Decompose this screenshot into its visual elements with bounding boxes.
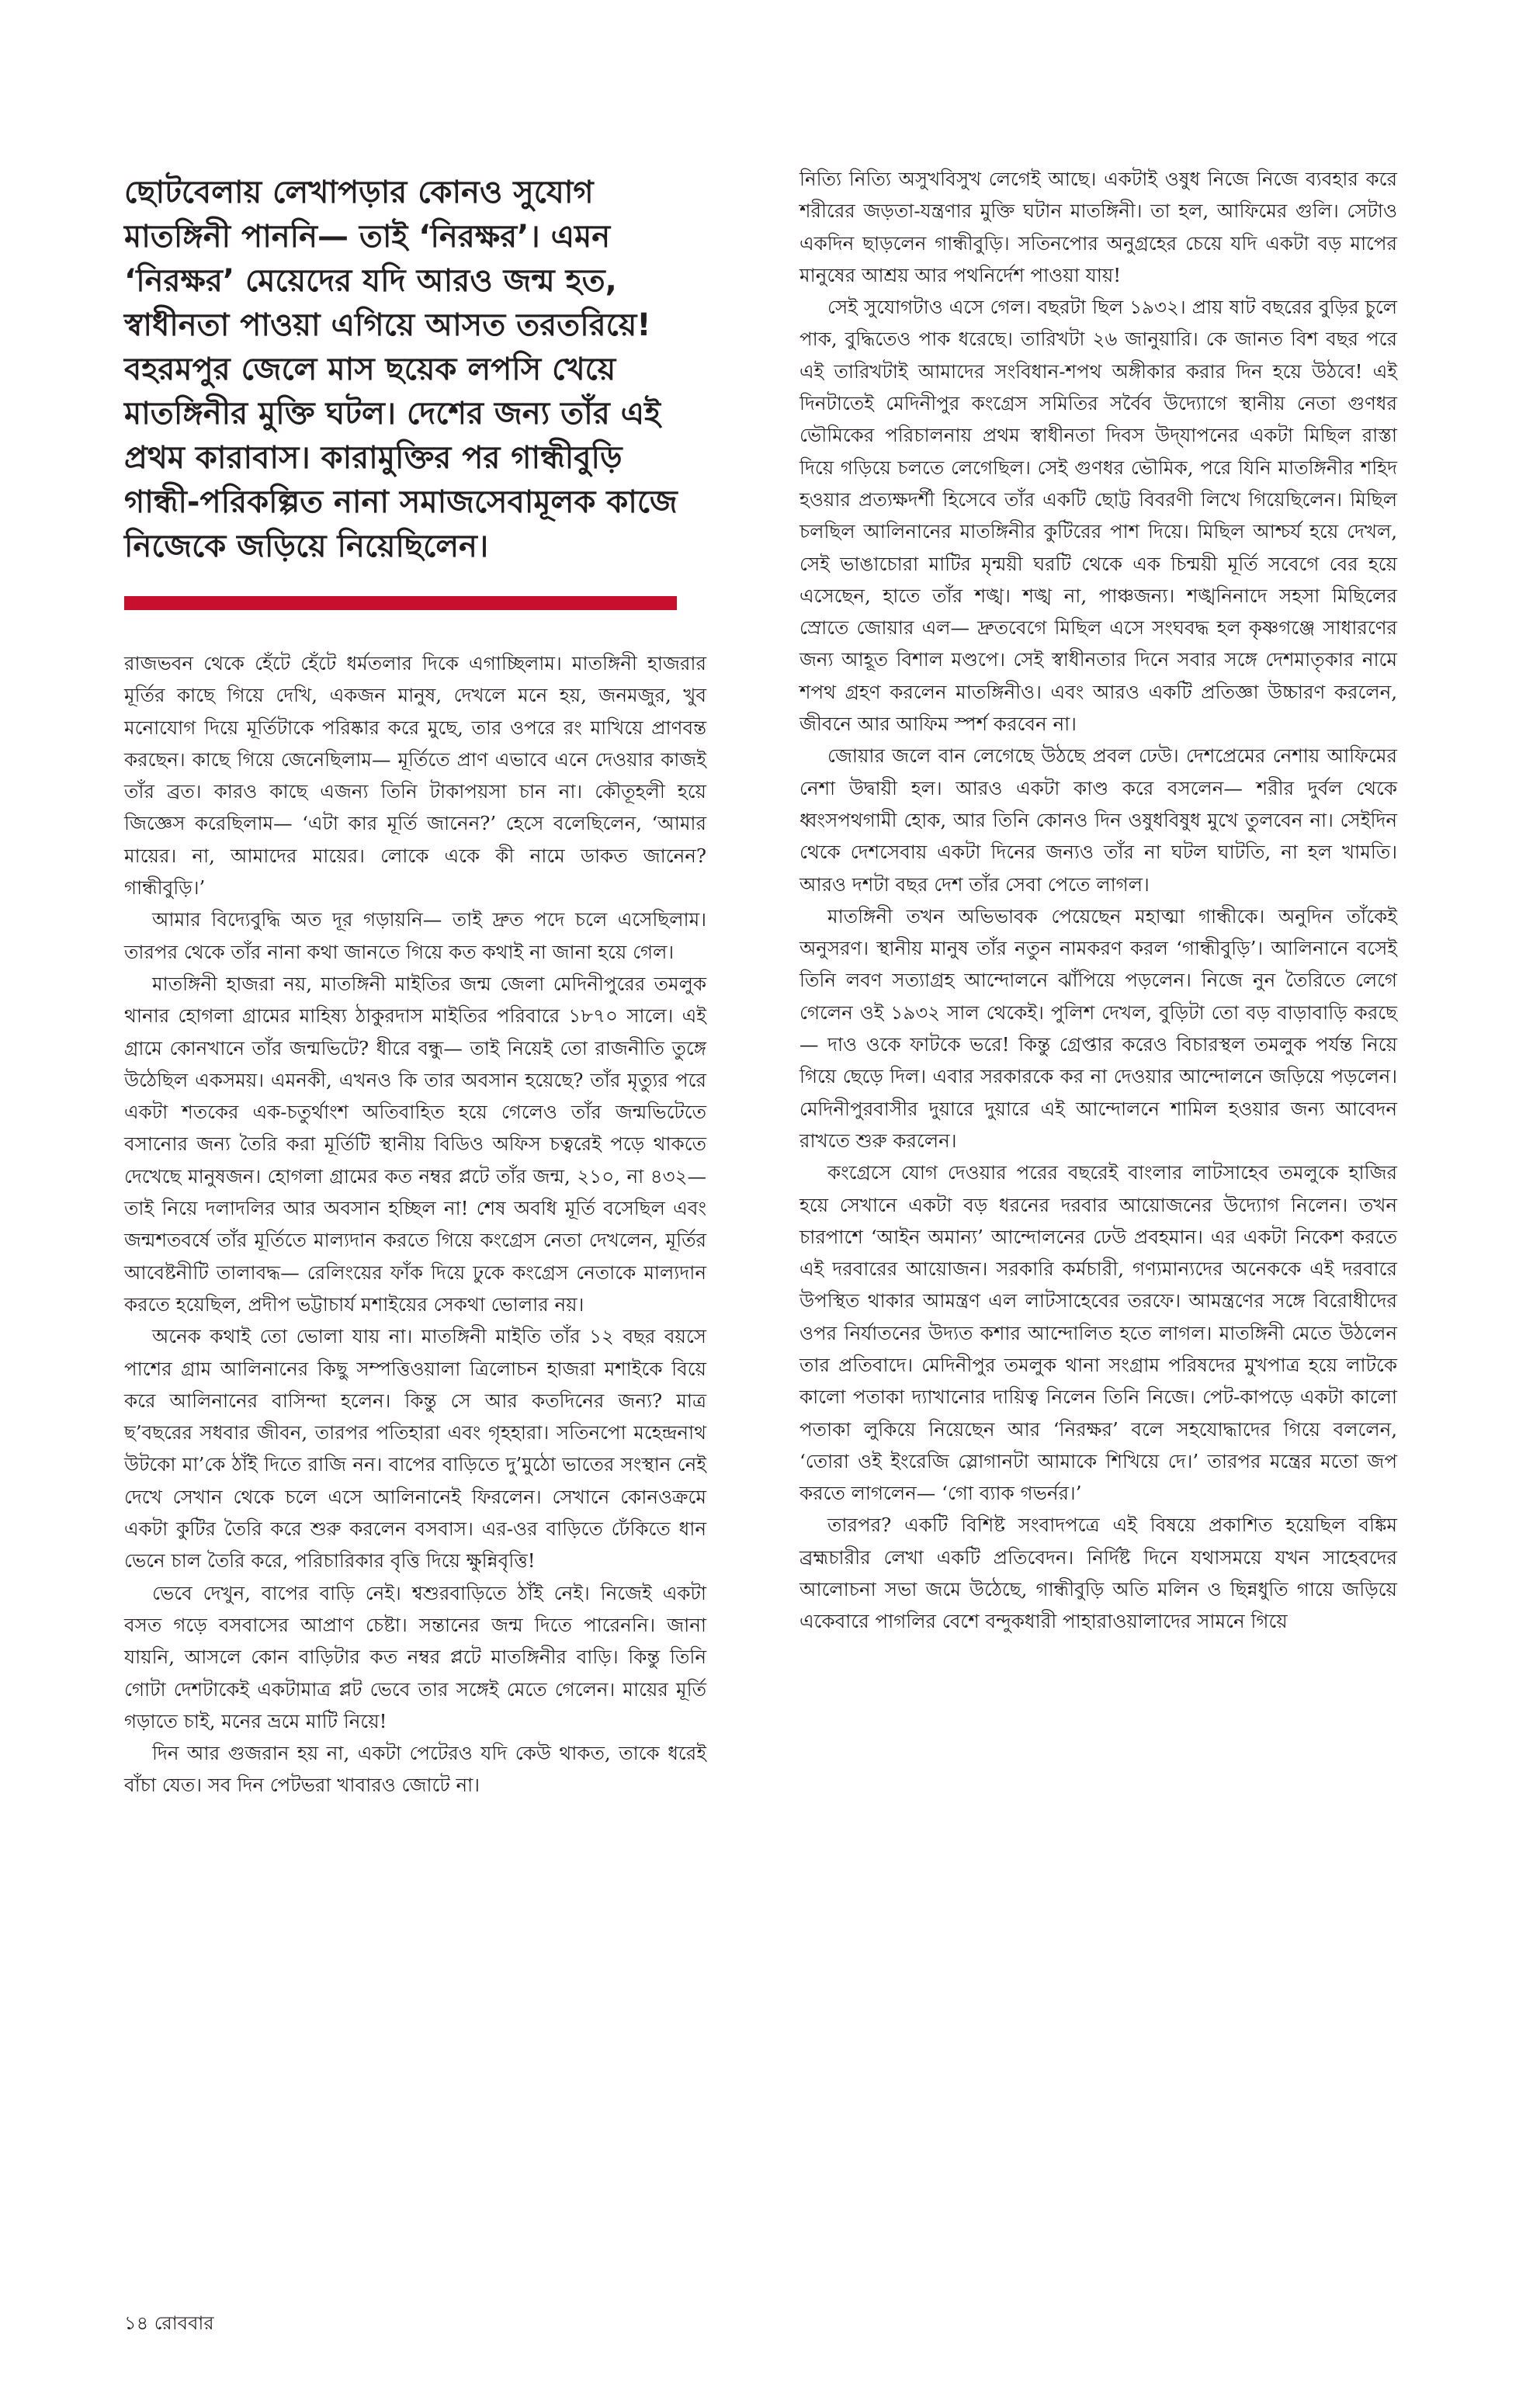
paragraph: কংগ্রেসে যোগ দেওয়ার পরের বছরেই বাংলার লাটসাহেব তমলুকে হাজির হয়ে সেখানে একটা বড় ধরনের দরবার আয়োজনের উদ্যোগ নিলেন। তখন চারপাশে ‘আইন অমান্য’ আন্দোলনের ঢেউ প্রবহমান। এর একটা নিকেশ করতে এই দরবারের আয়োজন। সরকারি কর্মচারী, গণ্যমান্যদের অনেককে এই দরবারে উপস্থিত থাকার আমন্ত্রণ এল লাটসাহেবের তরফে। আমন্ত্রণের সঙ্গে বিরোধীদের ওপর নির্যাতনের উদ্যত কশার আন্দোলিত হতে লাগল। মাতঙ্গিনী মেতে উঠলেন তার প্রতিবাদে। মেদিনীপুর তমলুক থানা সংগ্রাম পরিষদের মুখপাত্র হয়ে লাটকে কালো পতাকা দ্যাখানোর দায়িত্ব নিলেন তিনি নিজে। পেট-কাপড়ে একটা কালো পতাকা লুকিয়ে নিয়েছেন আর ‘নিরক্ষর’ বলে সহযোদ্ধাদের গিয়ে বললেন, ‘তোরা ওই ইংরেজি স্লোগানটা আমাকে শিখিয়ে দে।’ তারপর মন্ত্রের মতো জপ করতে লাগলেন— ‘গো ব্যাক গভর্নর।’ xyxy=(799,1161,1397,1505)
paragraph: নিত্যি নিত্যি অসুখবিসুখ লেগেই আছে। একটাই ওষুধ নিজে নিজে ব্যবহার করে শরীরের জড়তা-যন্ত্রণার মুক্তি ঘটান মাতঙ্গিনী। তা হল, আফিমের গুলি। সেটাও একদিন ছাড়লেন গান্ধীবুড়ি। সতিনপোর অনুগ্রহের চেয়ে যদি একটা বড় মাপের মানুষের আশ্রয় আর পথনির্দেশ পাওয়া যায়! xyxy=(799,168,1397,286)
pull-quote: ছোটবেলায় লেখাপড়ার কোনও সুযোগ মাতঙ্গিনী পাননি— তাই ‘নিরক্ষর’। এমন ‘নিরক্ষর’ মেয়েদের যদি আরও জন্ম হত, স্বাধীনতা পাওয়া এগিয়ে আসত তরতরিয়ে! বহরমপুর জেলে মাস ছয়েক লপসি খেয়ে মাতঙ্গিনীর মুক্তি ঘটল। দেশের জন্য তাঁর এই প্রথম কারাবাস। কারামুক্তির পর গান্ধীবুড়ি গান্ধী-পরিকল্পিত নানা সমাজসেবামূলক কাজে নিজেকে জড়িয়ে নিয়েছিলেন। xyxy=(124,175,678,564)
paragraph: ভেবে দেখুন, বাপের বাড়ি নেই। শ্বশুরবাড়িতে ঠাঁই নেই। নিজেই একটা বসত গড়ে বসবাসের আপ্রাণ চেষ্টা। সন্তানের জন্ম দিতে পারেননি। জানা যায়নি, আসলে কোন বাড়িটার কত নম্বর প্লটে মাতঙ্গিনীর বাড়ি। কিন্তু তিনি গোটা দেশটাকেই একটামাত্র প্লট ভেবে তার সঙ্গেই মেতে গেলেন। মায়ের মূর্তি গড়াতে চাই, মনের ভ্রমে মাটি নিয়ে! xyxy=(124,1581,706,1732)
paragraph: দিন আর গুজরান হয় না, একটা পেটেরও যদি কেউ থাকত, তাকে ধরেই বাঁচা যেত। সব দিন পেটভরা খাবারও জোটে না। xyxy=(124,1742,706,1797)
paragraph: তারপর? একটি বিশিষ্ট সংবাদপত্রে এই বিষয়ে প্রকাশিত হয়েছিল বঙ্কিম ব্রহ্মচারীর লেখা একটি প্রতিবেদন। নির্দিষ্ট দিনে যথাসময়ে যখন সাহেবদের আলোচনা সভা জমে উঠেছে, গান্ধীবুড়ি অতি মলিন ও ছিন্নধুতি গায়ে জড়িয়ে একেবারে পাগলির বেশে বন্দুকধারী পাহারাওয়ালাদের সামনে গিয়ে xyxy=(799,1514,1397,1633)
paragraph: সেই সুযোগটাও এসে গেল। বছরটা ছিল ১৯৩২। প্রায় ষাট বছরের বুড়ির চুলে পাক, বুদ্ধিতেও পাক ধরেছে। তারিখটা ২৬ জানুয়ারি। কে জানত বিশ বছর পরে এই তারিখটাই আমাদের সংবিধান-শপথ অঙ্গীকার করার দিন হয়ে উঠবে! এই দিনটাতেই মেদিনীপুর কংগ্রেস সমিতির সর্বৈব উদ্যোগে স্থানীয় নেতা গুণধর ভৌমিকের পরিচালনায় প্রথম স্বাধীনতা দিবস উদ্‌যাপনের একটা মিছিল রাস্তা দিয়ে গড়িয়ে চলতে লেগেছিল। সেই গুণধর ভৌমিক, পরে যিনি মাতঙ্গিনীর শহিদ হওয়ার প্রত্যক্ষদর্শী হিসেবে তাঁর একটি ছোট্ট বিবরণী লিখে গিয়েছিলেন। মিছিল চলছিল আলিনানের মাতঙ্গিনীর কুটিরের পাশ দিয়ে। মিছিল আশ্চর্য হয়ে দেখল, সেই ভাঙাচোরা মাটির মৃন্ময়ী ঘরটি থেকে এক চিন্ময়ী মূর্তি সবেগে বের হয়ে এসেছেন, হাতে তাঁর শঙ্খ। শঙ্খ না, পাঞ্চজন্য। শঙ্খনিনাদে সহসা মিছিলের স্রোতে জোয়ার এল— দ্রুতবেগে মিছিল এসে সংঘবদ্ধ হল কৃষ্ণগঞ্জে সাধারণের জন্য আহূত বিশাল মণ্ডপে। সেই স্বাধীনতার দিনে সবার সঙ্গে দেশমাতৃকার নামে শপথ গ্রহণ করলেন মাতঙ্গিনীও। এবং আরও একটি প্রতিজ্ঞা উচ্চারণ করলেন, জীবনে আর আফিম স্পর্শ করবেন না। xyxy=(799,296,1397,736)
paragraph: জোয়ার জলে বান লেগেছে উঠছে প্রবল ঢেউ। দেশপ্রেমের নেশায় আফিমের নেশা উদ্বায়ী হল। আরও একটা কাণ্ড করে বসলেন— শরীর দুর্বল থেকে ধ্বংসপথগামী হোক, আর তিনি কোনও দিন ওষুধবিষুধ মুখে তুলবেন না। সেইদিন থেকে দেশসেবায় একটা দিনের জন্যও তাঁর না ঘটল ঘাটতি, না হল খামতি। আরও দশটা বছর দেশ তাঁর সেবা পেতে লাগল। xyxy=(799,744,1397,896)
paragraph: আমার বিদ্যেবুদ্ধি অত দূর গড়ায়নি— তাই দ্রুত পদে চলে এসেছিলাম। তারপর থেকে তাঁর নানা কথা জানতে গিয়ে কত কথাই না জানা হয়ে গেল। xyxy=(124,908,706,963)
right-body-text xyxy=(799,163,1397,1638)
paragraph: মাতঙ্গিনী তখন অভিভাবক পেয়েছেন মহাত্মা গান্ধীকে। অনুদিন তাঁকেই অনুসরণ। স্থানীয় মানুষ তাঁর নতুন নামকরণ করল ‘গান্ধীবুড়ি’। আলিনানে বসেই তিনি লবণ সত্যাগ্রহ আন্দোলনে ঝাঁপিয়ে পড়লেন। নিজে নুন তৈরিতে লেগে গেলেন ওই ১৯৩২ সাল থেকেই। পুলিশ দেখল, বুড়িটা তো বড় বাড়াবাড়ি করছে— দাও ওকে ফাটকে ভরে! কিন্তু গ্রেপ্তার করেও বিচারস্থল তমলুক পর্যন্ত নিয়ে গিয়ে ছেড়ে দিল। এবার সরকারকে কর না দেওয়ার আন্দোলনে জড়িয়ে পড়লেন। মেদিনীপুরবাসীর দুয়ারে দুয়ারে এই আন্দোলনে শামিল হওয়ার জন্য আবেদন রাখতে শুরু করলেন। xyxy=(799,904,1397,1152)
page-folio: ১৪ রোববার xyxy=(124,2312,214,2334)
paragraph: অনেক কথাই তো ভোলা যায় না। মাতঙ্গিনী মাইতি তাঁর ১২ বছর বয়সে পাশের গ্রাম আলিনানের কিছু সম্পত্তিওয়ালা ত্রিলোচন হাজরা মশাইকে বিয়ে করে আলিনানের বাসিন্দা হলেন। কিন্তু সে আর কতদিনের জন্য? মাত্র ছ’বছরের সধবার জীবন, তারপর পতিহারা এবং গৃহহারা। সতিনপো মহেন্দ্রনাথ উটকো মা’কে ঠাঁই দিতে রাজি নন। বাপের বাড়িতে দু’মুঠো ভাতের সংস্থান নেই দেখে সেখান থেকে চলে এসে আলিনানেই ফিরলেন। সেখানে কোনওক্রমে একটা কুটির তৈরি করে শুরু করলেন বসবাস। এর-ওর বাড়িতে ঢেঁকিতে ধান ভেনে চাল তৈরি করে, পরিচারিকার বৃত্তি দিয়ে ক্ষুন্নিবৃত্তি! xyxy=(124,1325,706,1573)
paragraph: মাতঙ্গিনী হাজরা নয়, মাতঙ্গিনী মাইতির জন্ম জেলা মেদিনীপুরের তমলুক থানার হোগলা গ্রামের মাহিষ্য ঠাকুরদাস মাইতির পরিবারে ১৮৭০ সালে। এই গ্রামে কোনখানে তাঁর জন্মভিটে? ধীরে বন্ধু— তাই নিয়েই তো রাজনীতি তুঙ্গে উঠেছিল একসময়। এমনকী, এখনও কি তার অবসান হয়েছে? তাঁর মৃত্যুর পরে একটা শতকের এক-চতুর্থাংশ অতিবাহিত হয়ে গেলেও তাঁর জন্মভিটেতে বসানোর জন্য তৈরি করা মূর্তিটি স্থানীয় বিডিও অফিস চত্বরেই পড়ে থাকতে দেখেছে মানুষজন। হোগলা গ্রামের কত নম্বর প্লটে তাঁর জন্ম, ২১০, না ৪৩২— তাই নিয়ে দলাদলির আর অবসান হচ্ছিল না! শেষ অবধি মূর্তি বসেছিল এবং জন্মশতবর্ষে তাঁর মূর্তিতে মাল্যদান করতে গিয়ে কংগ্রেস নেতা দেখলেন, মূর্তির আবেষ্টনীটি তালাবদ্ধ— রেলিংয়ের ফাঁক দিয়ে ঢুকে কংগ্রেস নেতাকে মাল্যদান করতে হয়েছিল, প্রদীপ ভট্টাচার্য মশাইয়ের সেকথা ভোলার নয়। xyxy=(124,972,706,1316)
red-divider-rule xyxy=(124,596,677,610)
left-body-text xyxy=(124,647,706,1802)
paragraph: রাজভবন থেকে হেঁটে হেঁটে ধর্মতলার দিকে এগাচ্ছিলাম। মাতঙ্গিনী হাজরার মূর্তির কাছে গিয়ে দেখি, একজন মানুষ, দেখলে মনে হয়, জনমজুর, খুব মনোযোগ দিয়ে মূর্তিটাকে পরিষ্কার করে মুছে, তার ওপরে রং মাখিয়ে প্রাণবন্ত করছেন। কাছে গিয়ে জেনেছিলাম— মূর্তিতে প্রাণ এভাবে এনে দেওয়ার কাজই তাঁর ব্রত। কারও কাছে এজন্য তিনি টাকাপয়সা চান না। কৌতূহলী হয়ে জিজ্ঞেস করেছিলাম— ‘এটা কার মূর্তি জানেন?’ হেসে বলেছিলেন, ‘আমার মায়ের। না, আমাদের মায়ের। লোকে একে কী নামে ডাকত জানেন? গান্ধীবুড়ি।’ xyxy=(124,652,706,900)
